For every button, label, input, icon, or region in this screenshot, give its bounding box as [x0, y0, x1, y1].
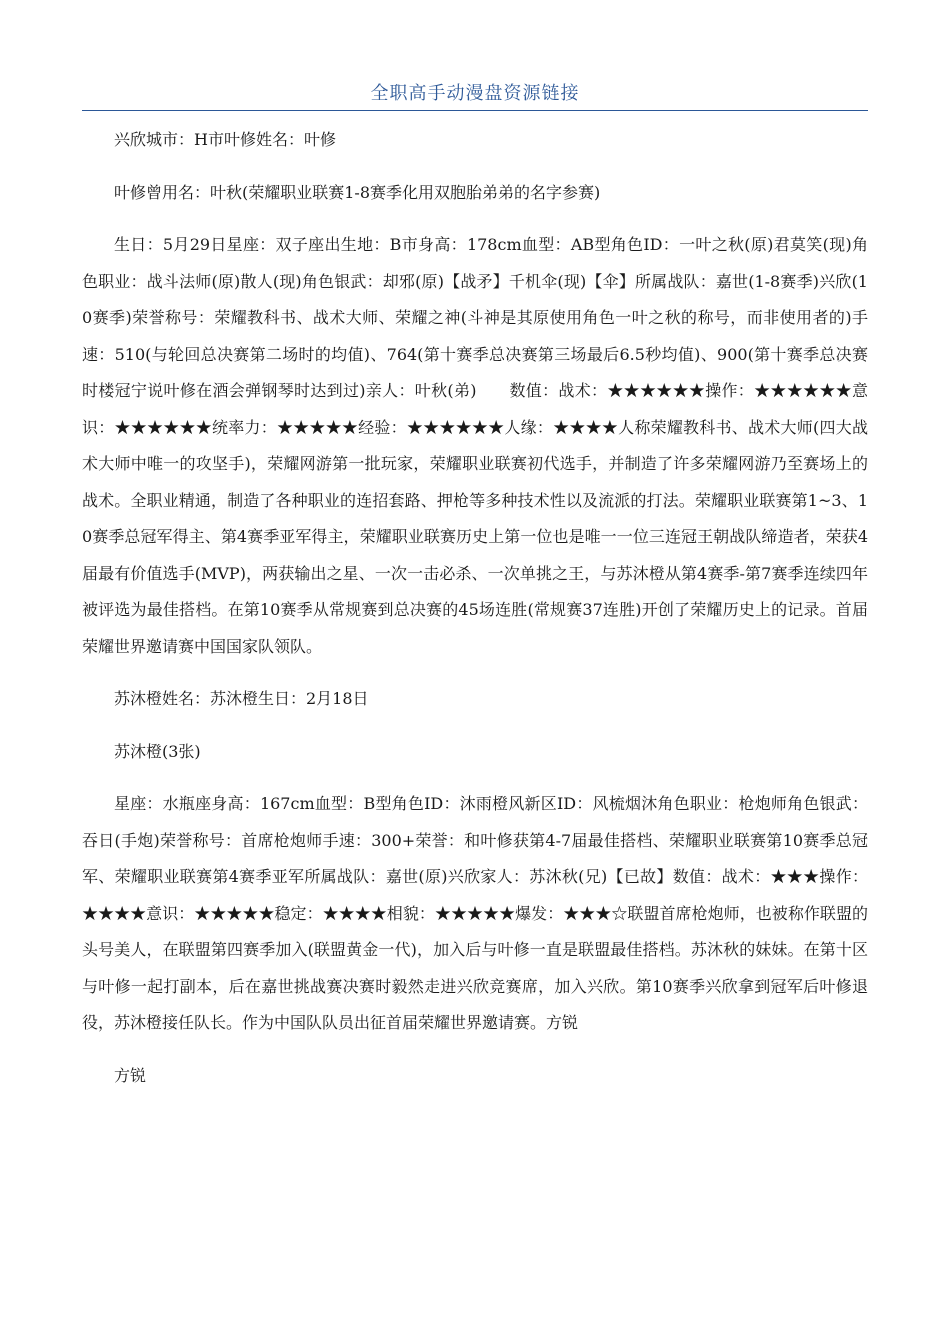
- paragraph-ye-xiu-city: 兴欣城市：H市叶修姓名：叶修: [114, 130, 336, 149]
- page-header: [82, 80, 868, 111]
- paragraph-ye-xiu-former-name: 叶修曾用名：叶秋(荣耀职业联赛1-8赛季化用双胞胎弟弟的名字参赛): [114, 182, 601, 202]
- paragraph-su-mucheng-images: 苏沐橙(3张): [114, 741, 201, 761]
- paragraph-su-mucheng-name: 苏沐橙姓名：苏沐橙生日：2月18日: [114, 689, 369, 708]
- paragraph-su-mucheng-profile: 星座：水瓶座身高：167cm血型：B型角色ID：沐雨橙风新区ID：风梳烟沐角色职业：枪炮师角色银武：吞日(手炮)荣誉称号：首席枪炮师手速：300+荣誉：和叶修获第4-7届最佳搭档、荣耀职业联赛第10赛季总冠军、荣耀职业联赛第4赛季亚军所属战队：嘉世(原)兴欣家人：苏沐秋(兄)【已故】数值：战术：★★★操作：★★★★意识：★★★★★稳定：★★★★相貌：★★★★★爆发：★★★☆联盟首席枪炮师，也被称作联盟的头号美人，在联盟第四赛季加入(联盟黄金一代)，加入后与叶修一直是联盟最佳搭档。苏沐秋的妹妹。在第十区与叶修一起打副本，后在嘉世挑战赛决赛时毅然走进兴欣竞赛席，加入兴欣。第10赛季兴欣拿到冠军后叶修退役，苏沐橙接任队长。作为中国队队员出征首届荣耀世界邀请赛。方锐: [82, 794, 868, 1032]
- page-title: 全职高手动漫盘资源链接: [370, 83, 580, 104]
- paragraph-ye-xiu-profile: 生日：5月29日星座：双子座出生地：B市身高：178cm血型：AB型角色ID：一叶之秋(原)君莫笑(现)角色职业：战斗法师(原)散人(现)角色银武：却邪(原)【战矛】千机伞(现)【伞】所属战队：嘉世(1-8赛季)兴欣(10赛季)荣誉称号：荣耀教科书、战术大师、荣耀之神(斗神是其原使用角色一叶之秋的称号，而非使用者的)手速：510(与轮回总决赛第二场时的均值)、764(第十赛季总决赛第三场最后6.5秒均值)、900(第十赛季总决赛时楼冠宁说叶修在酒会弹钢琴时达到过)亲人：叶秋(弟) 数值：战术：★★★★★★操作：★★★★★★意识：★★★★★★统率力：★★★★★经验：★★★★★★人缘：★★★★人称荣耀教科书、战术大师(四大战术大师中唯一的攻坚手)，荣耀网游第一批玩家，荣耀职业联赛初代选手，并制造了许多荣耀网游乃至赛场上的战术。全职业精通，制造了各种职业的连招套路、押枪等多种技术性以及流派的打法。荣耀职业联赛第1~3、10赛季总冠军得主、第4赛季亚军得主，荣耀职业联赛历史上第一位也是唯一一位三连冠王朝战队缔造者，荣获4届最有价值选手(MVP)，两获输出之星、一次一击必杀、一次单挑之王，与苏沐橙从第4赛季-第7赛季连续四年被评选为最佳搭档。在第10赛季从常规赛到总决赛的45场连胜(常规赛37连胜)开创了荣耀历史上的记录。首届荣耀世界邀请赛中国国家队领队。: [82, 235, 868, 656]
- paragraph-fang-rui: 方锐: [114, 1065, 147, 1085]
- document-body: [82, 122, 868, 1094]
